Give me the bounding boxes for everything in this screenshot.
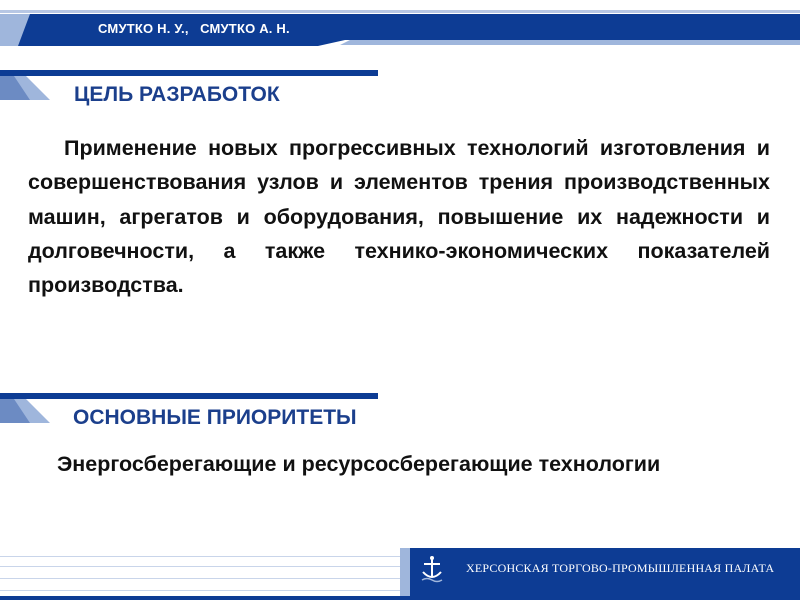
authors-label: СМУТКО Н. У., СМУТКО А. Н. [98,21,290,36]
goal-paragraph: Применение новых прогрессивных технологий изготовления и совершенствования узлов и элементов трения производственных машин, агрегатов и оборудования, повышение их надежности и долговечности, а также технико-экономических показателей производства. [28,136,770,298]
section-title-priorities: ОСНОВНЫЕ ПРИОРИТЕТЫ [73,406,357,429]
priorities-text: Энергосберегающие и ресурсосберегающие технологии [57,452,661,476]
organization-name: ХЕРСОНСКАЯ ТОРГОВО-ПРОМЫШЛЕННАЯ ПАЛАТА [466,561,775,575]
ship-anchor-emblem-icon [416,554,448,586]
section-title-goal: ЦЕЛЬ РАЗРАБОТОК [74,83,280,106]
